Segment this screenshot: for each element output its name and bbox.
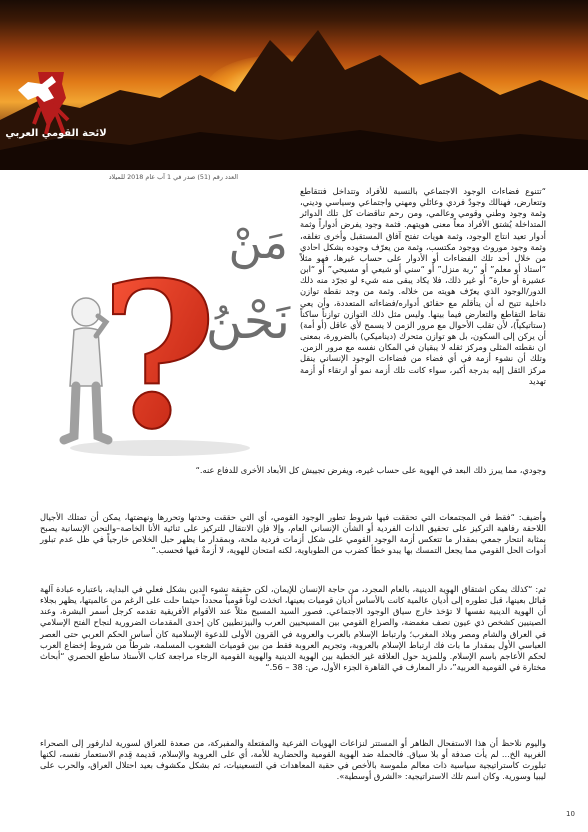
article-paragraph-3: ثم: “كذلك يمكن اشتقاق الهوية الدينية، بالعام المجرد، من حاجة الإنسان للإيمان، لكن حقيقة نشوء الدين بشكل فعلي في البداية، باعتباره عبادة آلهة قبائل بعينها، قبل تطوره إلى أديان عالمية كانت بالأساس أديان قوميات بعينها، اتخذت لوناً قومياً محدداً حيثما حلت على الرغم من عالميتها، يظهر بجلاء أن الهوية الدينية نفسها لا تؤخذ خارج سياق الوجود الاجتماعي. فصور السيد المسيح مثلاً عند الأقوام الأفريقية تقدمه كرجل أسمر البشرة، وعند الصينيين كشخص ذي عيون نصف مغمضة، والصراع القومي بين المسيحيين العرب والبيزنطيين كان إحدى المقدمات الضرورية لنجاح الفتح الإسلامي في العراق والشام ومصر وبلاد المغرب؛ وارتباط الإسلام بالعرب والعروبة في القرون الأولى للدعوة الإسلامية كان أساس الحكم العربي حتى العصر العباسي الأول بمقدار ما بات فك ارتباط الإسلام بالعروبة، وتجريم العروبة فقط من بين قوميات الشعوب المسلمة، شرطاً من شروط إخضاع العرب لحكم الأعاجم باسم الإسلام. وللمزيد حول العلاقة غير الخطية بين الهوية الدينية والهوية القومية الرجاء مراجعة كتاب الأستاذ ساطع الحصري “أبحاث مختارة في القومية العربية”، دار المعارف في القاهرة الجزء الأول، ص: 38 – 56.“ [40, 584, 546, 673]
page-number: 10 [566, 810, 575, 818]
calligraphy-word-man: مَنْ [228, 215, 288, 269]
article-paragraph-2: وأضيف: “فقط في المجتمعات التي تحققت فيها شروط تطور الوجود القومي، أي التي حققت وحدتها وتحررها ونهضتها، يمكن أن تمتلك الأجيال اللاحقة رفاهية التركيز على تحقيق الذات الفردية أو الشأن الإنساني العام، وإلا فإن الانتقال للتركيز على ثنائية الأنا الخاصة–والنحن الإنسانية يصبح بمثابة انتحار جمعي بمقدار ما تتعكس أزمة الوجود القومي على شكل أزمات فردية ملحة، وبمقدار ما يظهر حبل الخلاص خارجياً في ظل عدم تبلور أدوات الحل القومي مما يجعل التمسك بها يبدو خطأ كضرب من الطوباوية، لكنه امتحان للهوية، لا أزمةٌ فيها فحسب.“ [40, 512, 546, 556]
issue-date-line: العدد رقم (51) صدر في 1 آب عام 2018 للميلاد [108, 173, 238, 181]
header-banner [0, 0, 588, 170]
article-paragraph-1-continued: وجودي، مما يبرز ذلك البعد في الهوية على حساب غيره، ويفرض تجييش كل الأبعاد الأخرى للدفاع عنه.“ [195, 465, 546, 475]
article-paragraph-4: واليوم نلاحظ أن هذا الاستفحال الظاهر أو المستتر لنزاعات الهويات الفرعية والمفتعلة والمفبركة، من صعدة للعراق لسورية لدارفور إلى الصحراء الغربية الخ... لم يأت صدفة أو بلا سياق. فالحملة ضد الهوية القومية والحضارية للأمة، أي على العروبة والإسلام، قديمة قِدم الاستعمار نفسه، لكنها تبلورت كاستراتيجية سياسية ذات معالم ملموسة بالأخص في حقبة المعاهدات في التسعينيات، ثم بشكل مكشوف بعيد احتلال العراق، والحرب على ليبيا وسورية. وكان اسم تلك الاستراتيجية: «الشرق أوسطية». [40, 738, 546, 782]
question-mark-icon [100, 239, 217, 462]
question-mark-glyph: ? [100, 239, 218, 462]
who-are-we-illustration [40, 186, 298, 462]
calligraphy-word-nahnu: نَحْنُ [205, 292, 290, 350]
logo-text: لائحة القومي العربي [5, 128, 107, 139]
article-paragraph-1: “تتنوع فضاءات الوجود الاجتماعي بالنسبة للأفراد وتتداخل فتتقاطع وتتعارض، فهنالك وجودٌ فردي وعائلي ومهني واجتماعي وسياسي وديني، وثمة وجود وطني وقومي وعالمي، ومن رحم تناقضات كل تلك الدوائر المتداخلة يُشتق الأفراد معاً معنى هويتهم. فثمة وجود يفرض أدواراً وثمة أدوار تعيد انتاج الوجود، وثمة هويات تفتح آفاق المستقبل وأخرى تغلقه، وثمة وجود موروث ووجود مكتسب، وثمة من يعرّف وجوده بشكل احادي من خلال أحد تلك الفضاءات أو الأدوار على حساب غيرها، فهو مثلاً “استاذ أو معلم” أو “ربة منزل” أو “سني أو شيعي أو مسيحي” أو “ابن عشيرة أو حارة” أو غير ذلك، فلا يكاد يبقى منه شيء لو تجرّد منه ذلك الدور/الوجود الذي يعرّف هويته من خلاله. وثمة من وجد نقطة توازن داخلية تتيح له أن يتأقلم مع حقائق أدواره/فضاءاته المتعددة، وأن يعي نقاط التقاطع والتعارض فيما بينها. وليس مثل ذلك التوازن توازناً ساكناً (ستاتيكياً)، لأن تقلب الأحوال مع مرور الزمن لا يسمح لأي عاقل (أو أمة) أن يركن إلى السكون، بل هو توازن متحرك (ديناميكي) بالضرورة، بمعنى ان نقطته المثلى ومركز ثقله لا يبقيان في المكان نفسه مع مرور الزمن. وتلك أن نشوء أزمة في أي فضاء من فضاءات الوجود الإنساني ينقل مركز الثقل إليه بدرجة أكبر، سواء كانت تلك أزمة نمو أو ارتقاء أو أزمة تهديد [300, 186, 546, 386]
mountain-silhouette [0, 0, 588, 170]
